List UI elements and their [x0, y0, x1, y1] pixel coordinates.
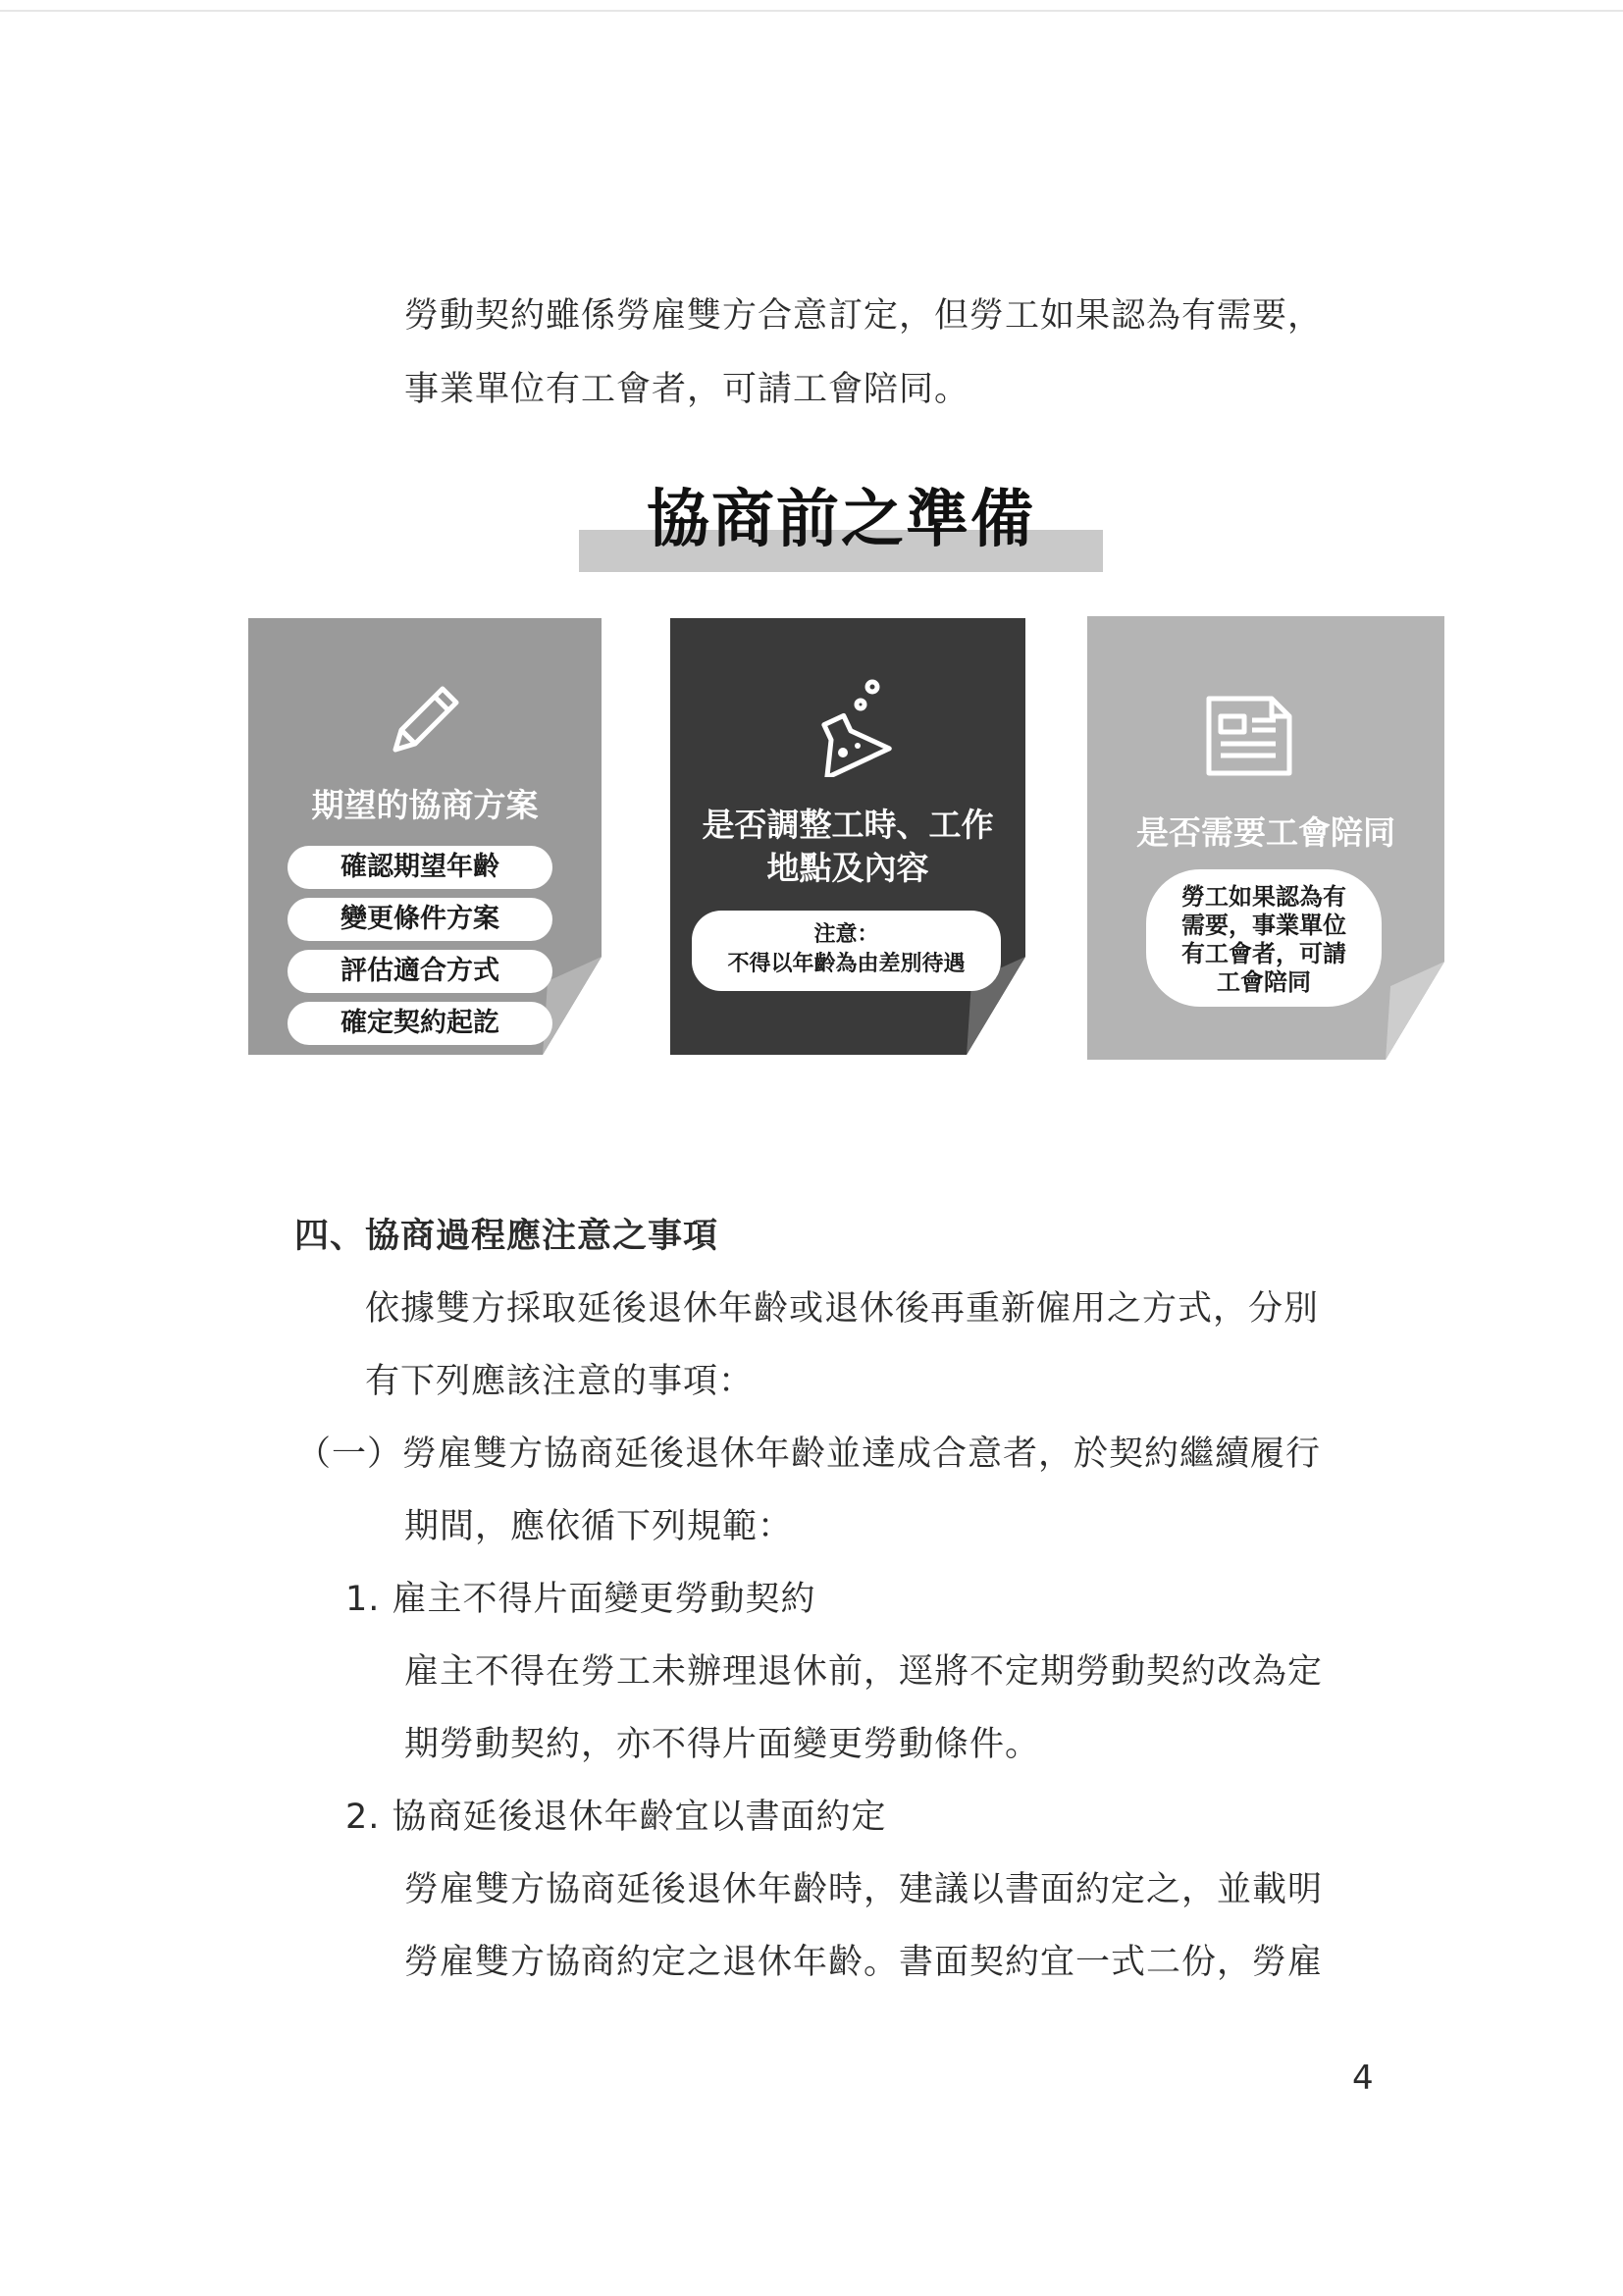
subsection-1-line-2: 期間，應依循下列規範： [404, 1507, 794, 1546]
union-note-line: 有工會者，可請 [1181, 940, 1346, 967]
union-note-line: 勞工如果認為有 [1181, 883, 1346, 911]
infographic-title: 協商前之準備 [647, 484, 1035, 556]
item-1-line-2: 期勞動契約，亦不得片面變更勞動條件。 [404, 1725, 1041, 1764]
section-4-intro-line-2: 有下列應該注意的事項： [365, 1362, 755, 1401]
union-note [1146, 869, 1382, 1007]
union-note-line: 工會陪同 [1217, 968, 1311, 996]
flask-icon [804, 679, 892, 777]
card-3-title: 是否需要工會陪同 [1136, 813, 1395, 852]
section-4-heading: 四、協商過程應注意之事項 [294, 1217, 719, 1256]
card-2-title-line-2: 地點及內容 [766, 849, 929, 887]
card-expected-plan [248, 618, 602, 1055]
plan-item: 確認期望年齡 [288, 846, 552, 889]
union-note-line: 需要，事業單位 [1181, 912, 1346, 939]
card-adjust-hours [670, 618, 1025, 1055]
plan-item: 確定契約起訖 [288, 1002, 552, 1045]
item-2-line-1: 勞雇雙方協商延後退休年齡時，建議以書面約定之，並載明 [404, 1870, 1324, 1909]
document-icon [1205, 695, 1293, 777]
item-1-title: 1. 雇主不得片面變更勞動契約 [345, 1580, 816, 1619]
intro-line-2: 事業單位有工會者，可請工會陪同。 [404, 370, 970, 409]
page-number: 4 [1352, 2059, 1374, 2098]
subsection-1-line-1: （一）勞雇雙方協商延後退休年齡並達成合意者，於契約繼續履行 [296, 1435, 1322, 1474]
item-2-line-2: 勞雇雙方協商約定之退休年齡。書面契約宜一式二份，勞雇 [404, 1943, 1324, 1982]
plan-item: 變更條件方案 [288, 898, 552, 941]
section-4-intro-line-1: 依據雙方採取延後退休年齡或退休後再重新僱用之方式，分別 [365, 1289, 1320, 1329]
card-2-title-line-1: 是否調整工時、工作 [702, 806, 994, 844]
plan-item: 評估適合方式 [288, 950, 552, 993]
scan-border [0, 10, 1623, 12]
item-1-line-1: 雇主不得在勞工未辦理退休前，逕將不定期勞動契約改為定 [404, 1652, 1324, 1692]
note-text: 不得以年齡為由差別待遇 [727, 952, 966, 976]
intro-line-1: 勞動契約雖係勞雇雙方合意訂定，但勞工如果認為有需要， [404, 296, 1324, 336]
note-label: 注意： [813, 922, 879, 947]
item-2-title: 2. 協商延後退休年齡宜以書面約定 [345, 1798, 887, 1837]
card-1-title: 期望的協商方案 [311, 786, 539, 824]
pencil-icon [388, 679, 466, 757]
age-discrimination-note [692, 911, 1001, 991]
card-union-accompany [1087, 616, 1444, 1060]
